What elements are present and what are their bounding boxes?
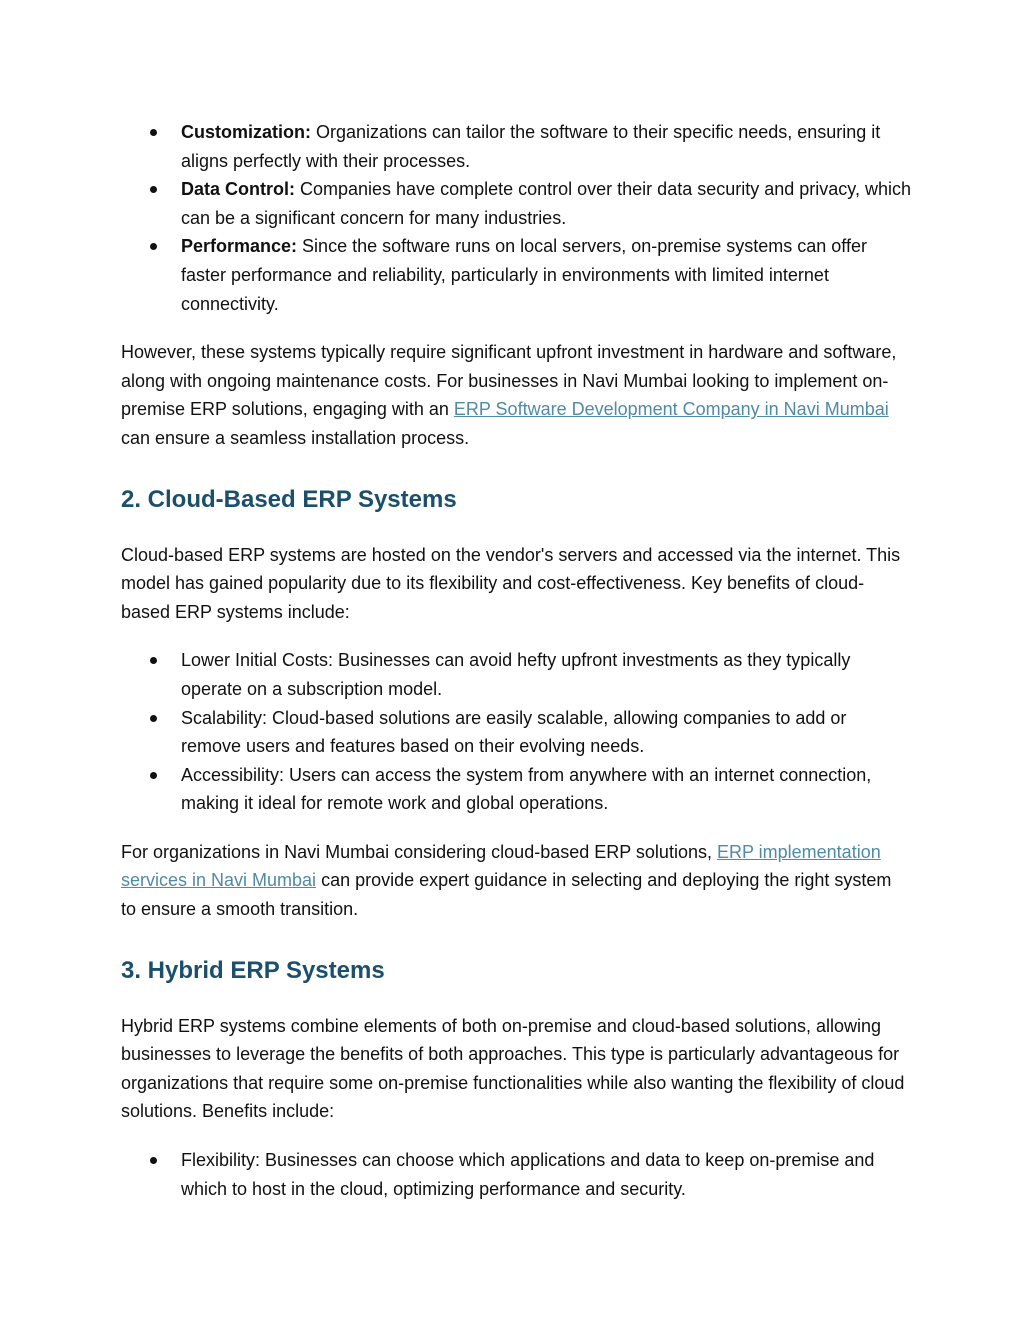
list-item xyxy=(121,175,911,232)
list-item xyxy=(121,118,911,175)
bullet-icon xyxy=(150,1157,157,1164)
on-premise-cost-paragraph xyxy=(121,338,911,452)
cloud-benefits-list xyxy=(121,646,911,818)
on-premise-benefits-list xyxy=(121,118,911,318)
list-item-term: Data Control: xyxy=(181,179,295,200)
paragraph-text: can ensure a seamless installation process. xyxy=(121,427,470,448)
list-item xyxy=(121,704,911,761)
list-item-text: Lower Initial Costs: Businesses can avoid hefty upfront investments as they typically operate on a subscription model. xyxy=(181,650,851,699)
section-heading-hybrid: 3. Hybrid ERP Systems xyxy=(121,956,385,984)
bullet-icon xyxy=(150,129,157,136)
list-item-text: Flexibility: Businesses can choose which applications and data to keep on-premise and which to host in the cloud, optimizing performance and security. xyxy=(181,1150,875,1199)
list-item-text: Since the software runs on local servers, on-premise systems can offer faster performance and reliability, particularly in environments with limited internet connectivity. xyxy=(181,236,867,314)
list-item xyxy=(121,1146,911,1203)
erp-software-development-link[interactable]: ERP Software Development Company in Navi Mumbai xyxy=(453,399,889,420)
list-item-text: Accessibility: Users can access the system from anywhere with an internet connection, making it ideal for remote work and global operations. xyxy=(181,764,872,814)
bullet-icon xyxy=(150,243,157,250)
paragraph-text: However, these systems typically require significant upfront investment in hardware and software, along with ongoing maintenance costs. For businesses in Navi Mumbai looking to implement on-premise ERP solutions, engaging with an xyxy=(121,342,897,420)
paragraph-text: can provide expert guidance in selecting and deploying the right system to ensure a smooth transition. xyxy=(121,870,892,920)
list-item xyxy=(121,646,911,703)
list-item-text: Organizations can tailor the software to their specific needs, ensuring it aligns perfectly with their processes. xyxy=(181,122,881,171)
erp-implementation-services-link[interactable]: ERP implementation services in Navi Mumbai xyxy=(121,841,881,891)
bullet-icon xyxy=(150,186,157,193)
document-body xyxy=(121,118,911,1203)
section-heading-cloud: 2. Cloud-Based ERP Systems xyxy=(121,485,457,513)
list-item xyxy=(121,761,911,818)
hybrid-benefits-list xyxy=(121,1146,911,1203)
bullet-icon xyxy=(150,657,157,664)
list-item xyxy=(121,232,911,318)
bullet-icon xyxy=(150,772,157,779)
list-item-term: Performance: xyxy=(181,236,298,257)
hybrid-intro-paragraph: Hybrid ERP systems combine elements of both on-premise and cloud-based solutions, allowing businesses to leverage the benefits of both approaches. This type is particularly advantageous for organizations that require some on-premise functionalities while also wanting the flexibility of cloud solutions. Benefits include: xyxy=(121,1015,905,1122)
paragraph-text: For organizations in Navi Mumbai considering cloud-based ERP solutions, xyxy=(121,841,717,862)
cloud-intro-paragraph: Cloud-based ERP systems are hosted on the vendor's servers and accessed via the internet. This model has gained popularity due to its flexibility and cost-effectiveness. Key benefits of cloud-based ERP systems include: xyxy=(121,544,901,622)
cloud-implementation-paragraph xyxy=(121,838,911,924)
bullet-icon xyxy=(150,715,157,722)
list-item-term: Customization: xyxy=(181,122,311,142)
list-item-text: Companies have complete control over their data security and privacy, which can be a significant concern for many industries. xyxy=(181,179,911,228)
list-item-text: Scalability: Cloud-based solutions are easily scalable, allowing companies to add or remove users and features based on their evolving needs. xyxy=(181,707,847,757)
